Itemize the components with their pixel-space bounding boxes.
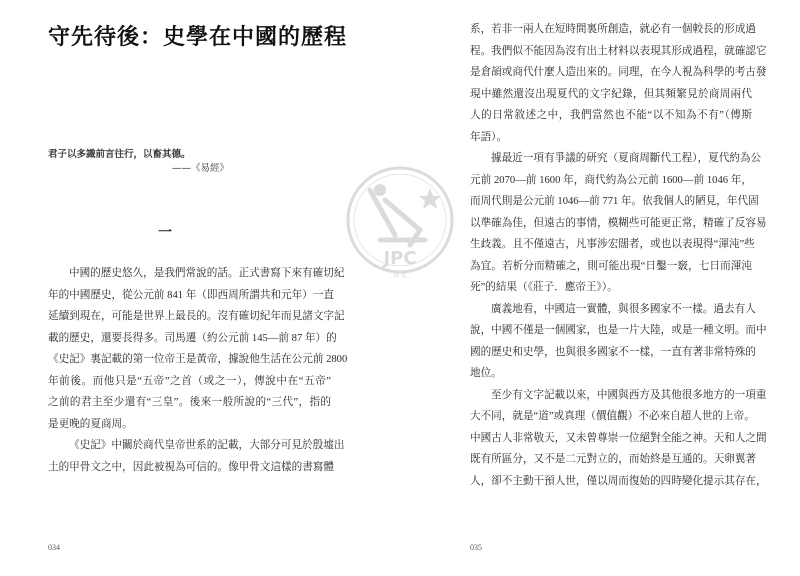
- text-line: 據最近一項有爭議的研究（夏商周斷代工程），夏代約為公: [491, 153, 762, 164]
- text-line: 地位。: [470, 368, 502, 379]
- text-line: 為宜。若析分而精確之，則可能出現“日鑿一竅，七日而渾沌: [470, 260, 752, 272]
- text-line: 現中雖然還沒出現夏代的文字紀錄，但其頻繁見於商周兩代: [470, 88, 752, 100]
- section-number: 一: [158, 226, 172, 241]
- text-line: 中國的歷史悠久，是我們常說的話。正式書寫下來有確切紀: [69, 268, 345, 279]
- watermark-logo: [340, 160, 460, 290]
- text-line: 載的歷史，還要長得多。司馬遷（約公元前 145—前 87 年）的: [48, 332, 337, 344]
- watermark-subtext: H K: [393, 271, 407, 280]
- text-line: 死”的結果（《莊子．應帝王》）。: [470, 282, 618, 293]
- text-line: 程。我們似不能因為沒有出土材料以表現其形成過程，就確認它: [470, 45, 767, 57]
- text-line: 《史記》中關於商代皇帝世系的記載，大部分可見於殷墟出: [69, 440, 345, 451]
- text-line: 人，卻不主動干預人世，僅以周而復始的四時變化提示其存在，: [470, 475, 767, 487]
- text-line: 是倉頡或商代什麼人造出來的。同理，在今人視為科學的考古發: [470, 67, 767, 78]
- text-line: 系，若非一兩人在短時間裏所創造，就必有一個較長的形成過: [470, 24, 757, 35]
- text-line: 至少有文字記載以來，中國與西方及其他很多地方的一項重: [491, 389, 767, 401]
- text-line: 國的歷史和史學，也與很多國家不一樣，一直有著非常特殊的: [470, 346, 757, 358]
- epigraph: 君子以多識前言往行，以畜其德。: [48, 149, 191, 160]
- right-body-text: [470, 19, 767, 492]
- text-line: 是更晚的夏商周。: [48, 418, 133, 430]
- text-line: 土的甲骨文之中，因此被視為可信的。像甲骨文這樣的書寫體: [48, 461, 335, 473]
- text-line: 既有所區分，又不是二元對立的，而始終是互通的。天卵翼著: [470, 454, 757, 465]
- text-line: 中國古人非常敬天，又未曾尊崇一位絕對全能之神。天和人之間: [470, 432, 767, 444]
- text-line: 元前 2070—前 1600 年，商代約為公元前 1600—前 1046 年，: [470, 174, 752, 186]
- text-line: 而周代則是公元前 1046—前 771 年。依我個人的陋見，年代固: [470, 196, 759, 207]
- text-line: 年的中國歷史，從公元前 841 年（即西周所謂共和元年）一直: [48, 289, 335, 301]
- page-number: 034: [48, 543, 60, 552]
- chapter-title: 守先待後：史學在中國的歷程: [48, 24, 348, 49]
- text-line: 之前的君主至少還有“三皇”。後來一般所說的“三代”，指的: [48, 397, 331, 408]
- text-line: 廣義地看，中國這一實體，與很多國家不一樣。過去有人: [491, 303, 756, 315]
- text-line: 生歧義。且不僅遠古，凡事涉宏闊者，或也以表現得“渾沌”些: [470, 239, 755, 250]
- text-line: 年語）。: [470, 131, 508, 143]
- left-body-text: [48, 263, 348, 478]
- text-line: 年前後。而他只是“五帝”之首（或之一），傳說中在“五帝”: [48, 375, 331, 387]
- text-line: 人的日常敘述之中，我們當然也不能“以不知為不有”（傅斯: [470, 110, 752, 121]
- text-line: 以準確為佳，但遠古的事情，模糊些可能更正常，精確了反容易: [470, 217, 767, 229]
- text-line: 大不同，就是“道”或真理（價值觀）不必來自超人世的上帝。: [470, 411, 755, 422]
- watermark-text: JPC: [383, 248, 417, 269]
- text-line: 延續到現在，可能是世界上最長的。沒有確切紀年而見諸文字記: [48, 311, 345, 322]
- text-line: 說，中國不僅是一個國家，也是一片大陸，或是一種文明。而中: [470, 325, 767, 336]
- page-number: 035: [470, 543, 482, 552]
- right-page: [400, 0, 800, 576]
- epigraph-source: ——《易經》: [172, 163, 230, 174]
- text-line: 《史記》裏記載的第一位帝王是黃帝，據說他生活在公元前 2800: [48, 354, 348, 365]
